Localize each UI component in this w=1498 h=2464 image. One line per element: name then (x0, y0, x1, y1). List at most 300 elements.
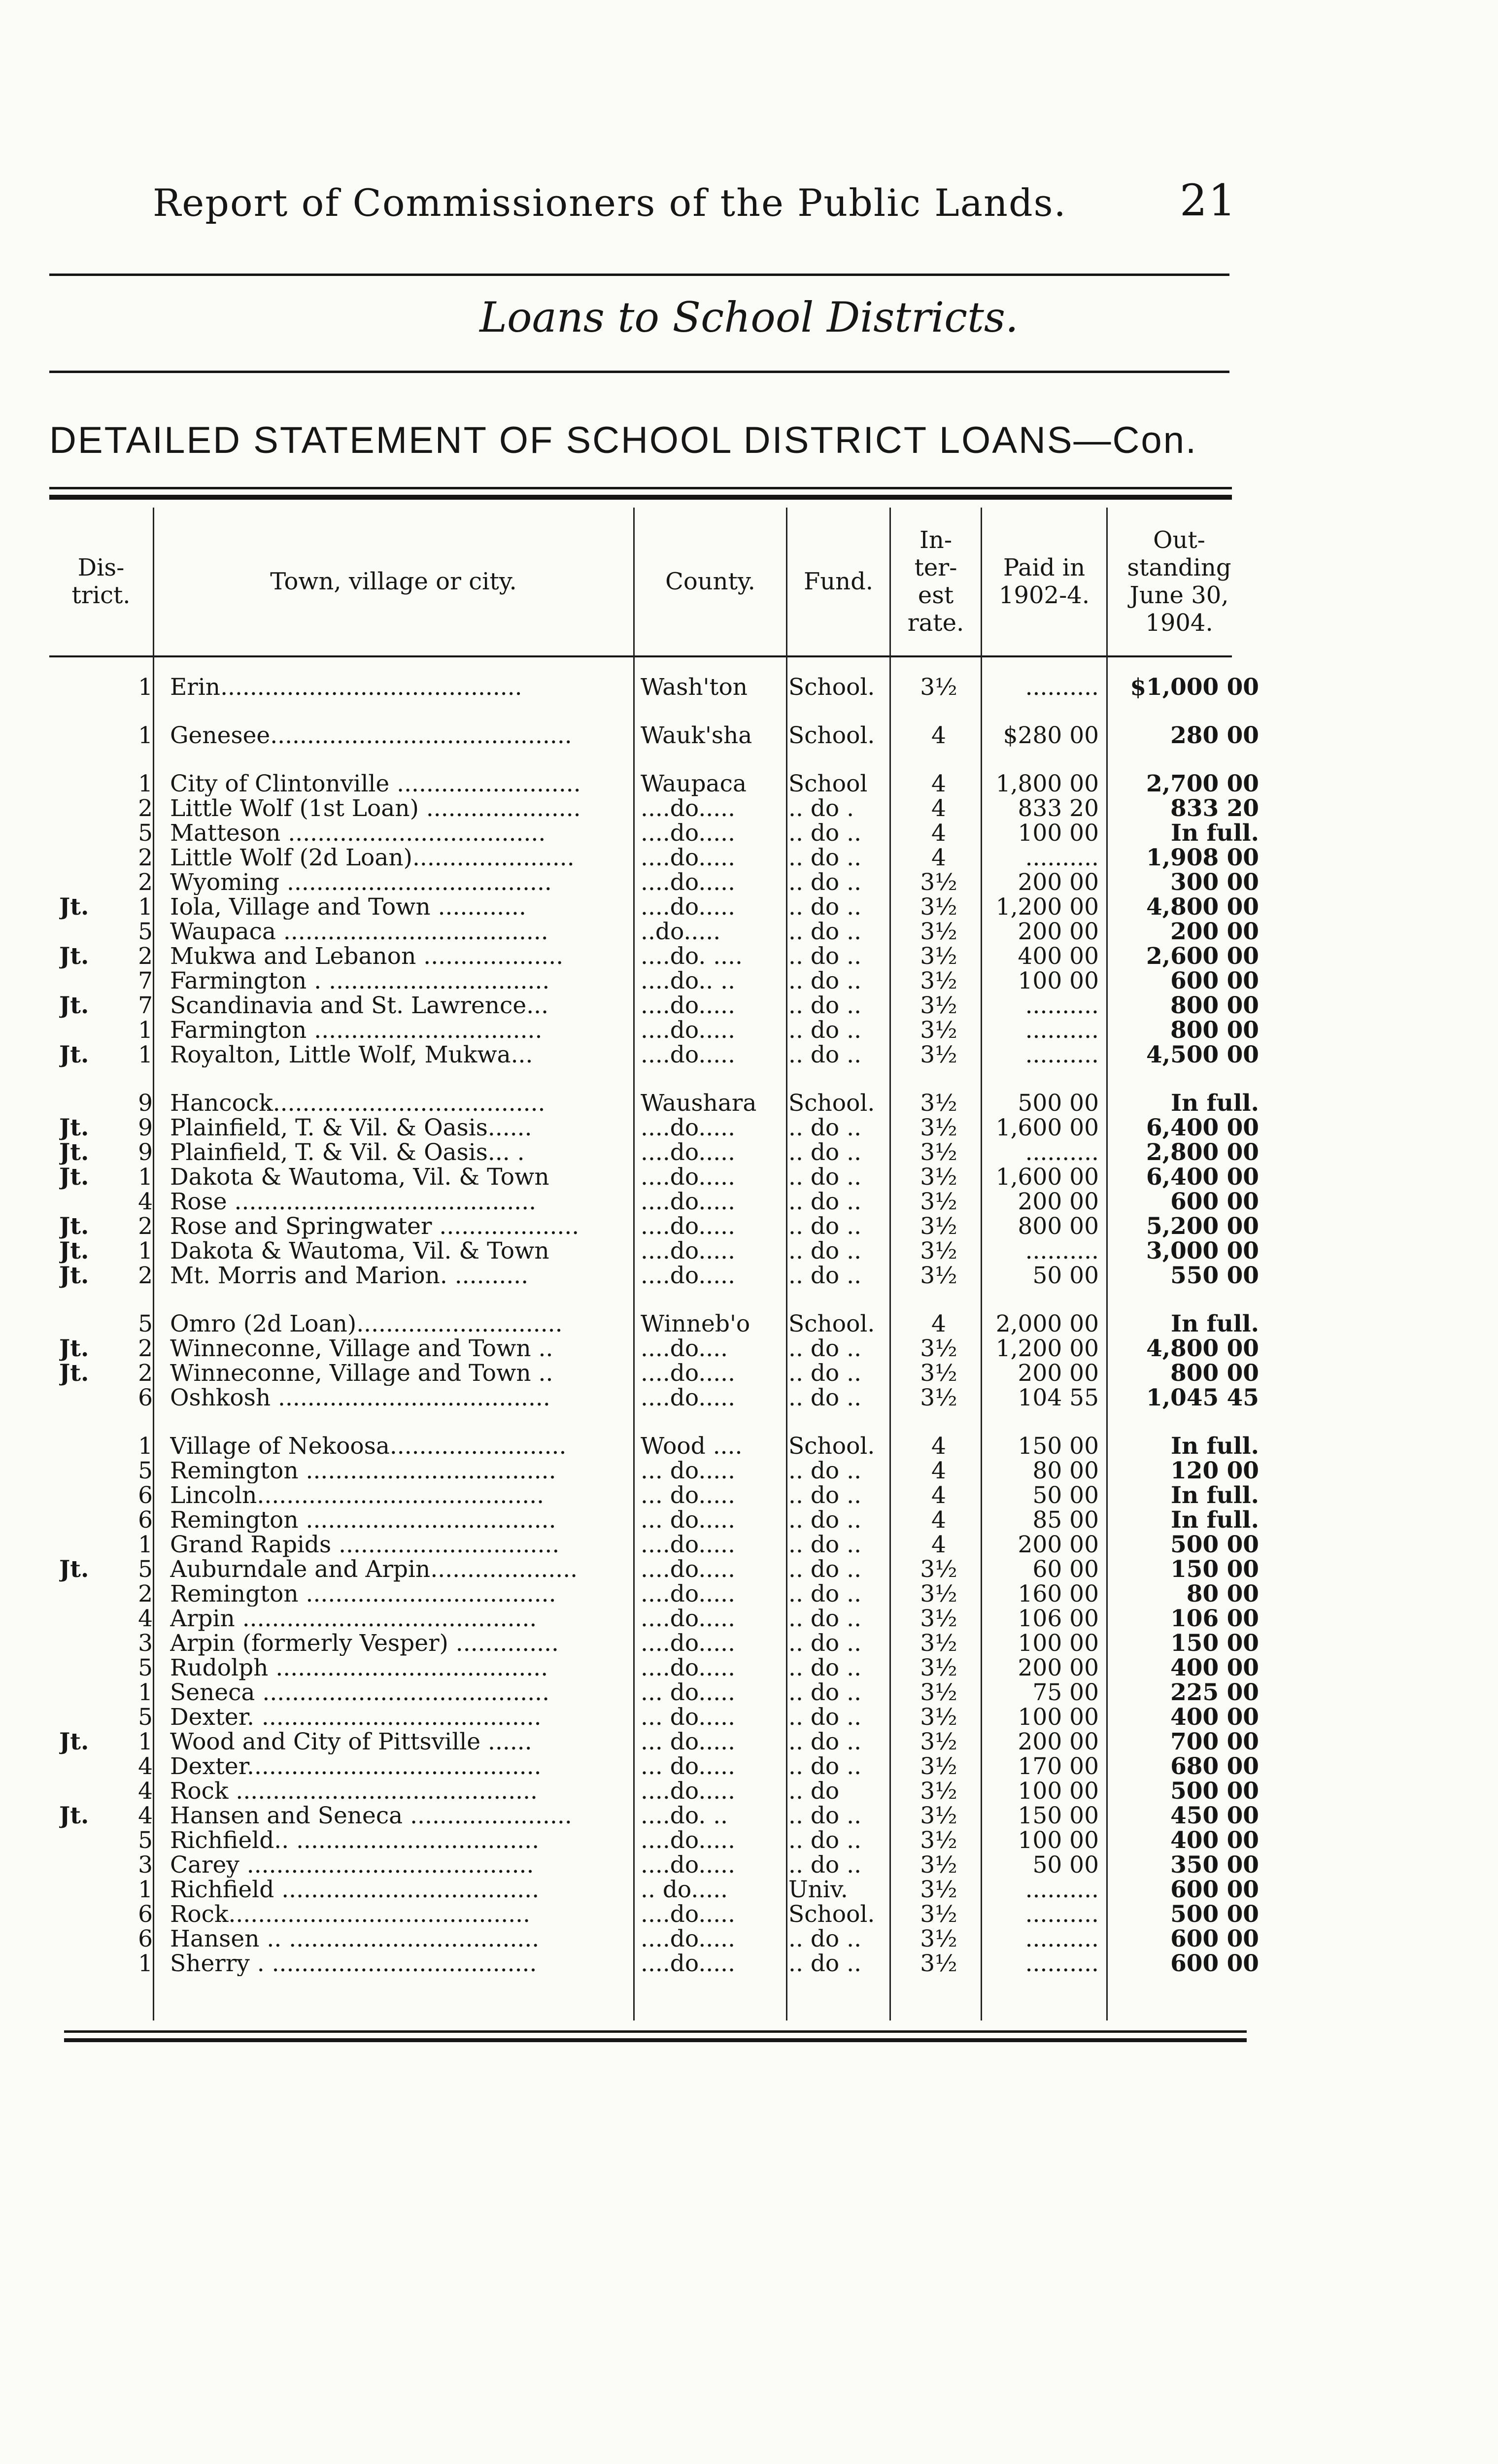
header-town (154, 513, 633, 650)
district-number: 2 (138, 1264, 153, 1288)
paid-amount: 1,200 00 (995, 1336, 1099, 1361)
district-number: 5 (138, 1656, 153, 1680)
fund-name: .. do .. (788, 1607, 862, 1631)
district-number: 3 (138, 1631, 153, 1656)
outstanding-amount: 500 00 (1170, 1533, 1259, 1557)
fund-name: School. (788, 675, 875, 700)
town-name: Omro (2d Loan)............................ (170, 1312, 563, 1336)
district-number: 9 (138, 1116, 153, 1140)
town-name: Village of Nekoosa........................ (170, 1434, 567, 1459)
table-row (0, 1853, 1498, 1878)
district-number: 5 (138, 1312, 153, 1336)
rule-top (49, 274, 1229, 276)
header-outstanding-line: standing (1127, 554, 1231, 582)
statement-title: DETAILED STATEMENT OF SCHOOL DISTRICT LOANS—Con. (49, 419, 1198, 461)
town-name: Little Wolf (2d Loan)...................... (170, 846, 575, 870)
interest-rate: 3½ (920, 1018, 957, 1043)
table-row (0, 1239, 1498, 1264)
fund-name: .. do .. (788, 1361, 862, 1386)
paid-amount: 500 00 (1018, 1091, 1099, 1116)
table-row (0, 1754, 1498, 1779)
outstanding-amount: 400 00 (1170, 1656, 1259, 1680)
table-row (0, 1190, 1498, 1214)
outstanding-amount: 150 00 (1170, 1557, 1259, 1582)
outstanding-amount: In full. (1171, 821, 1259, 846)
town-name: Grand Rapids .............................. (170, 1533, 560, 1557)
interest-rate: 3½ (920, 1091, 957, 1116)
paid-amount: 150 00 (1018, 1434, 1099, 1459)
joint-district-marker: Jt. (59, 1214, 89, 1239)
outstanding-amount: 1,045 45 (1146, 1386, 1259, 1410)
fund-name: .. do .. (788, 1336, 862, 1361)
outstanding-amount: 80 00 (1186, 1582, 1259, 1607)
district-number: 5 (138, 1705, 153, 1730)
county-name: ....do..... (641, 1386, 736, 1410)
interest-rate: 4 (931, 1483, 946, 1508)
outstanding-amount: 600 00 (1170, 1878, 1259, 1902)
town-name: Scandinavia and St. Lawrence... (170, 993, 549, 1018)
paid-amount: $280 00 (1003, 723, 1099, 748)
district-number: 2 (138, 796, 153, 821)
outstanding-amount: In full. (1171, 1434, 1259, 1459)
paid-amount: 50 00 (1032, 1483, 1099, 1508)
outstanding-amount: 400 00 (1170, 1828, 1259, 1853)
running-title: Report of Commissioners of the Public Lands. (153, 181, 1067, 225)
county-name: ....do..... (641, 1190, 736, 1214)
table-row (0, 821, 1498, 846)
fund-name: .. do .. (788, 1483, 862, 1508)
interest-rate: 3½ (920, 1165, 957, 1190)
county-name: ... do..... (641, 1483, 736, 1508)
county-name: Waushara (641, 1091, 757, 1116)
table-row (0, 1140, 1498, 1165)
interest-rate: 4 (931, 1434, 946, 1459)
paid-amount: 150 00 (1018, 1804, 1099, 1828)
district-number: 1 (138, 1239, 153, 1264)
table-row (0, 772, 1498, 796)
table-row (0, 1434, 1498, 1459)
joint-district-marker: Jt. (59, 1730, 89, 1754)
district-number: 3 (138, 1853, 153, 1878)
county-name: ....do..... (641, 821, 736, 846)
outstanding-amount: 680 00 (1170, 1754, 1259, 1779)
interest-rate: 3½ (920, 1607, 957, 1631)
outstanding-amount: 833 20 (1170, 796, 1259, 821)
county-name: .. do..... (641, 1878, 728, 1902)
outstanding-amount: 6,400 00 (1146, 1165, 1259, 1190)
county-name: ..do..... (641, 920, 721, 944)
table-row (0, 1927, 1498, 1951)
table-top-double-rule-1 (49, 487, 1232, 489)
town-name: Carey ....................................... (170, 1853, 534, 1878)
county-name: ....do..... (641, 1140, 736, 1165)
interest-rate: 4 (931, 772, 946, 796)
paid-amount: .......... (1025, 1902, 1099, 1927)
county-name: ....do..... (641, 1902, 736, 1927)
joint-district-marker: Jt. (59, 1264, 89, 1288)
outstanding-amount: 4,800 00 (1146, 895, 1259, 920)
interest-rate: 3½ (920, 1557, 957, 1582)
interest-rate: 4 (931, 796, 946, 821)
interest-rate: 4 (931, 846, 946, 870)
paid-amount: 100 00 (1018, 1705, 1099, 1730)
interest-rate: 3½ (920, 1680, 957, 1705)
paid-amount: 200 00 (1018, 1533, 1099, 1557)
joint-district-marker: Jt. (59, 1116, 89, 1140)
district-number: 4 (138, 1190, 153, 1214)
outstanding-amount: 350 00 (1170, 1853, 1259, 1878)
interest-rate: 3½ (920, 1878, 957, 1902)
header-rate (891, 508, 981, 655)
interest-rate: 3½ (920, 944, 957, 969)
outstanding-amount: In full. (1171, 1091, 1259, 1116)
county-name: ....do..... (641, 1239, 736, 1264)
outstanding-amount: In full. (1171, 1508, 1259, 1533)
outstanding-amount: 600 00 (1170, 969, 1259, 993)
district-number: 4 (138, 1607, 153, 1631)
paid-amount: 800 00 (1018, 1214, 1099, 1239)
district-number: 1 (138, 1951, 153, 1976)
district-number: 5 (138, 821, 153, 846)
table-row (0, 1165, 1498, 1190)
county-name: ....do..... (641, 1018, 736, 1043)
table-row (0, 1336, 1498, 1361)
table-row (0, 1828, 1498, 1853)
paid-amount: .......... (1025, 1043, 1099, 1067)
interest-rate: 3½ (920, 969, 957, 993)
paid-amount: 200 00 (1018, 1730, 1099, 1754)
interest-rate: 3½ (920, 870, 957, 895)
table-bottom-double-rule-1 (64, 2030, 1247, 2033)
district-number: 2 (138, 870, 153, 895)
table-row (0, 1361, 1498, 1386)
joint-district-marker: Jt. (59, 895, 89, 920)
district-number: 1 (138, 1043, 153, 1067)
rule-under-section (49, 371, 1229, 373)
joint-district-marker: Jt. (59, 944, 89, 969)
paid-amount: .......... (1025, 846, 1099, 870)
town-name: Mt. Morris and Marion. .......... (170, 1264, 529, 1288)
table-row (0, 1951, 1498, 1976)
table-row (0, 1705, 1498, 1730)
fund-name: School (788, 772, 868, 796)
paid-amount: 100 00 (1018, 1631, 1099, 1656)
interest-rate: 3½ (920, 1582, 957, 1607)
table-row (0, 1386, 1498, 1410)
outstanding-amount: 2,700 00 (1146, 772, 1259, 796)
county-name: ....do..... (641, 870, 736, 895)
outstanding-amount: 500 00 (1170, 1779, 1259, 1804)
county-name: ....do..... (641, 993, 736, 1018)
joint-district-marker: Jt. (59, 1336, 89, 1361)
interest-rate: 3½ (920, 1043, 957, 1067)
table-row (0, 1312, 1498, 1336)
county-name: ....do..... (641, 1631, 736, 1656)
paid-amount: 85 00 (1032, 1508, 1099, 1533)
town-name: Matteson ................................... (170, 821, 546, 846)
paid-amount: 200 00 (1018, 1656, 1099, 1680)
county-name: ....do..... (641, 1779, 736, 1804)
town-name: Dakota & Wautoma, Vil. & Town (170, 1165, 549, 1190)
town-name: Winneconne, Village and Town .. (170, 1336, 553, 1361)
table-row (0, 1533, 1498, 1557)
district-number: 1 (138, 1533, 153, 1557)
outstanding-amount: 200 00 (1170, 920, 1259, 944)
district-number: 2 (138, 944, 153, 969)
fund-name: .. do .. (788, 1018, 862, 1043)
county-name: ....do..... (641, 1607, 736, 1631)
header-district (49, 513, 153, 650)
paid-amount: 1,600 00 (995, 1116, 1099, 1140)
header-rate-line: rate. (907, 609, 964, 637)
outstanding-amount: 2,800 00 (1146, 1140, 1259, 1165)
paid-amount: 2,000 00 (995, 1312, 1099, 1336)
table-row (0, 1483, 1498, 1508)
fund-name: .. do .. (788, 1804, 862, 1828)
district-number: 2 (138, 1582, 153, 1607)
table-row (0, 1557, 1498, 1582)
district-number: 1 (138, 895, 153, 920)
town-name: Farmington ............................... (170, 1018, 543, 1043)
county-name: ... do..... (641, 1705, 736, 1730)
fund-name: .. do .. (788, 1116, 862, 1140)
county-name: ....do..... (641, 796, 736, 821)
table-row (0, 870, 1498, 895)
table-row (0, 1018, 1498, 1043)
interest-rate: 3½ (920, 1927, 957, 1951)
interest-rate: 3½ (920, 1828, 957, 1853)
joint-district-marker: Jt. (59, 1804, 89, 1828)
district-number: 2 (138, 1361, 153, 1386)
fund-name: .. do .. (788, 846, 862, 870)
interest-rate: 4 (931, 1533, 946, 1557)
town-name: Auburndale and Arpin.................... (170, 1557, 578, 1582)
running-head (153, 175, 1237, 234)
county-name: ....do..... (641, 1043, 736, 1067)
interest-rate: 3½ (920, 1116, 957, 1140)
interest-rate: 4 (931, 1508, 946, 1533)
joint-district-marker: Jt. (59, 1165, 89, 1190)
district-number: 1 (138, 1434, 153, 1459)
fund-name: .. do .. (788, 969, 862, 993)
paid-amount: .......... (1025, 993, 1099, 1018)
outstanding-amount: 2,600 00 (1146, 944, 1259, 969)
outstanding-amount: $1,000 00 (1130, 675, 1259, 700)
district-number: 4 (138, 1754, 153, 1779)
header-bottom-rule (49, 655, 1232, 657)
county-name: ... do..... (641, 1730, 736, 1754)
county-name: ....do..... (641, 1264, 736, 1288)
table-row (0, 1459, 1498, 1483)
county-name: ....do..... (641, 846, 736, 870)
outstanding-amount: 150 00 (1170, 1631, 1259, 1656)
paid-amount: .......... (1025, 1018, 1099, 1043)
table-row (0, 944, 1498, 969)
table-row (0, 895, 1498, 920)
fund-name: .. do .. (788, 1533, 862, 1557)
table-row (0, 1508, 1498, 1533)
county-name: ....do..... (641, 1927, 736, 1951)
outstanding-amount: In full. (1171, 1483, 1259, 1508)
fund-name: .. do .. (788, 1951, 862, 1976)
table-row (0, 993, 1498, 1018)
table-row (0, 1680, 1498, 1705)
interest-rate: 3½ (920, 1239, 957, 1264)
outstanding-amount: 1,908 00 (1146, 846, 1259, 870)
county-name: ....do..... (641, 1361, 736, 1386)
district-number: 6 (138, 1927, 153, 1951)
joint-district-marker: Jt. (59, 1557, 89, 1582)
fund-name: .. do .. (788, 1631, 862, 1656)
county-name: Wash'ton (641, 675, 748, 700)
loan-table-body (0, 675, 1498, 1976)
header-paid-line: 1902-4. (998, 582, 1090, 609)
header-fund (787, 513, 889, 650)
interest-rate: 3½ (920, 1361, 957, 1386)
fund-name: .. do .. (788, 1214, 862, 1239)
town-name: Royalton, Little Wolf, Mukwa... (170, 1043, 533, 1067)
interest-rate: 3½ (920, 1705, 957, 1730)
fund-name: .. do .. (788, 920, 862, 944)
fund-name: .. do .. (788, 944, 862, 969)
fund-name: .. do .. (788, 993, 862, 1018)
joint-district-marker: Jt. (59, 1239, 89, 1264)
paid-amount: .......... (1025, 1927, 1099, 1951)
town-name: Winneconne, Village and Town .. (170, 1361, 553, 1386)
table-row (0, 723, 1498, 748)
county-name: ... do..... (641, 1680, 736, 1705)
outstanding-amount: 225 00 (1170, 1680, 1259, 1705)
paid-amount: .......... (1025, 675, 1099, 700)
town-name: Rock......................................... (170, 1902, 531, 1927)
fund-name: .. do .. (788, 1582, 862, 1607)
town-name: Wood and City of Pittsville ...... (170, 1730, 532, 1754)
paid-amount: .......... (1025, 1878, 1099, 1902)
paid-amount: 100 00 (1018, 821, 1099, 846)
fund-name: .. do .. (788, 1853, 862, 1878)
interest-rate: 3½ (920, 1951, 957, 1976)
paid-amount: 1,800 00 (995, 772, 1099, 796)
interest-rate: 3½ (920, 1754, 957, 1779)
fund-name: .. do .. (788, 1043, 862, 1067)
fund-name: .. do . (788, 796, 854, 821)
paid-amount: 104 55 (1018, 1386, 1099, 1410)
table-row (0, 1730, 1498, 1754)
fund-name: .. do .. (788, 1680, 862, 1705)
town-name: Remington .................................. (170, 1508, 556, 1533)
table-top-double-rule-2 (49, 495, 1232, 500)
town-name: Rock ......................................... (170, 1779, 538, 1804)
outstanding-amount: 3,000 00 (1146, 1239, 1259, 1264)
paid-amount: 60 00 (1032, 1557, 1099, 1582)
interest-rate: 4 (931, 821, 946, 846)
table-row (0, 796, 1498, 821)
header-rate-line: ter- (914, 554, 957, 582)
fund-name: .. do .. (788, 1828, 862, 1853)
interest-rate: 3½ (920, 1336, 957, 1361)
county-name: Wauk'sha (641, 723, 752, 748)
interest-rate: 3½ (920, 895, 957, 920)
town-name: Erin......................................... (170, 675, 522, 700)
district-number: 5 (138, 920, 153, 944)
district-number: 6 (138, 1508, 153, 1533)
outstanding-amount: 600 00 (1170, 1190, 1259, 1214)
district-number: 2 (138, 846, 153, 870)
interest-rate: 3½ (920, 1631, 957, 1656)
town-name: Farmington . .............................. (170, 969, 550, 993)
fund-name: .. do .. (788, 1557, 862, 1582)
joint-district-marker: Jt. (59, 1043, 89, 1067)
district-number: 9 (138, 1091, 153, 1116)
header-rate-line: est (918, 582, 954, 609)
header-outstanding-line: 1904. (1145, 609, 1213, 637)
interest-rate: 3½ (920, 1730, 957, 1754)
district-number: 2 (138, 1336, 153, 1361)
fund-name: .. do .. (788, 1459, 862, 1483)
interest-rate: 3½ (920, 1214, 957, 1239)
paid-amount: 1,200 00 (995, 895, 1099, 920)
interest-rate: 3½ (920, 1386, 957, 1410)
outstanding-amount: 600 00 (1170, 1951, 1259, 1976)
paid-amount: 80 00 (1032, 1459, 1099, 1483)
interest-rate: 3½ (920, 920, 957, 944)
county-name: ... do..... (641, 1754, 736, 1779)
interest-rate: 3½ (920, 1779, 957, 1804)
paid-amount: 200 00 (1018, 870, 1099, 895)
interest-rate: 3½ (920, 1140, 957, 1165)
town-name: Remington .................................. (170, 1582, 556, 1607)
county-name: Winneb'o (641, 1312, 750, 1336)
outstanding-amount: 6,400 00 (1146, 1116, 1259, 1140)
town-name: Dakota & Wautoma, Vil. & Town (170, 1239, 549, 1264)
interest-rate: 3½ (920, 1804, 957, 1828)
outstanding-amount: 4,800 00 (1146, 1336, 1259, 1361)
district-number: 6 (138, 1386, 153, 1410)
outstanding-amount: 700 00 (1170, 1730, 1259, 1754)
outstanding-amount: 5,200 00 (1146, 1214, 1259, 1239)
county-name: ....do..... (641, 1951, 736, 1976)
county-name: ....do..... (641, 895, 736, 920)
county-name: ....do..... (641, 1214, 736, 1239)
header-paid-line: Paid in (1003, 554, 1086, 582)
fund-name: .. do .. (788, 1730, 862, 1754)
town-name: Lincoln....................................... (170, 1483, 545, 1508)
table-row (0, 1091, 1498, 1116)
county-name: ....do. .... (641, 944, 743, 969)
district-number: 1 (138, 723, 153, 748)
interest-rate: 3½ (920, 1264, 957, 1288)
town-name: City of Clintonville ......................... (170, 772, 581, 796)
paid-amount: 100 00 (1018, 1828, 1099, 1853)
district-number: 2 (138, 1214, 153, 1239)
table-row (0, 1779, 1498, 1804)
table-row (0, 675, 1498, 700)
fund-name: .. do .. (788, 1239, 862, 1264)
fund-name: .. do .. (788, 870, 862, 895)
district-number: 1 (138, 1165, 153, 1190)
town-name: Arpin (formerly Vesper) .............. (170, 1631, 559, 1656)
outstanding-amount: 600 00 (1170, 1927, 1259, 1951)
district-number: 7 (138, 969, 153, 993)
outstanding-amount: 800 00 (1170, 1361, 1259, 1386)
county-name: ....do.... (641, 1336, 728, 1361)
town-name: Oshkosh ..................................... (170, 1386, 550, 1410)
fund-name: .. do .. (788, 1165, 862, 1190)
table-row (0, 1214, 1498, 1239)
district-number: 1 (138, 1878, 153, 1902)
town-name: Plainfield, T. & Vil. & Oasis... . (170, 1140, 525, 1165)
town-name: Mukwa and Lebanon ................... (170, 944, 564, 969)
